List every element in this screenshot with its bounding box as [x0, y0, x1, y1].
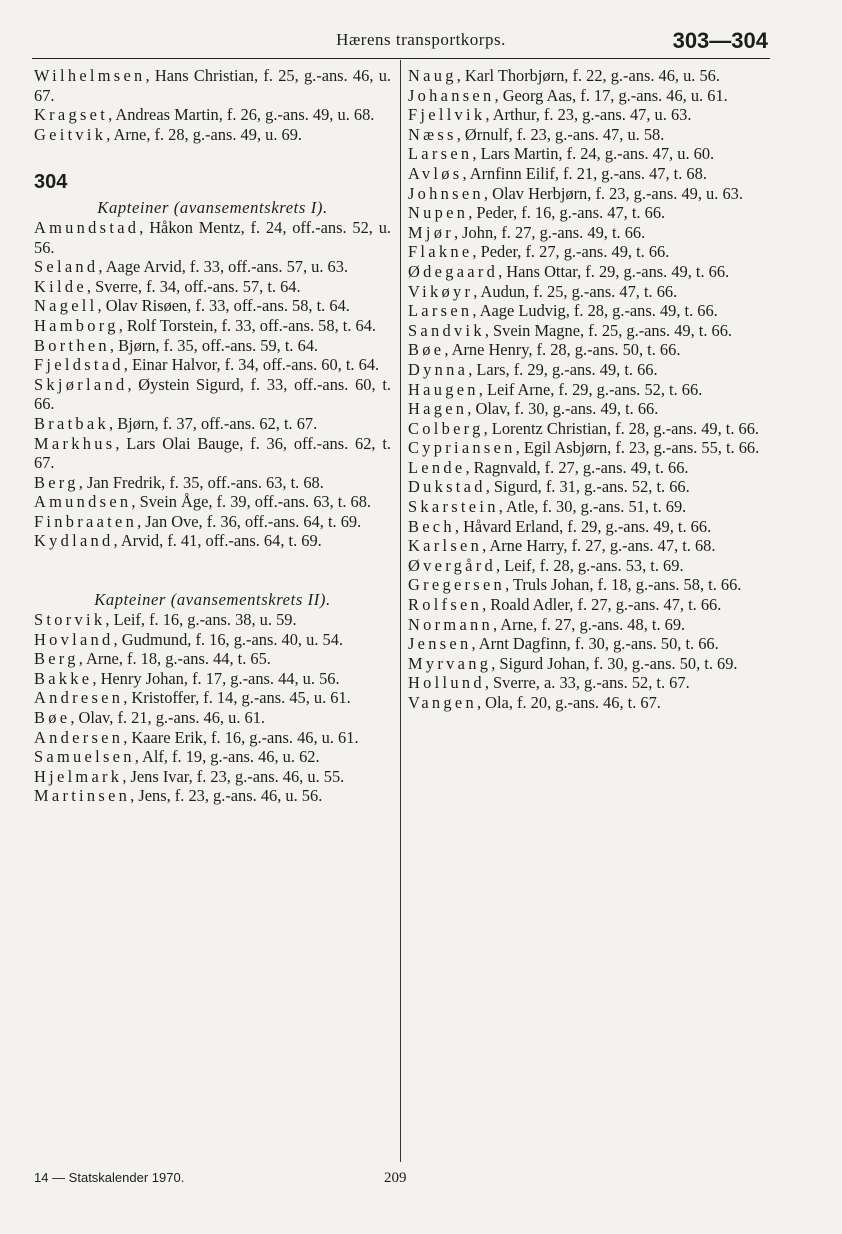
list-item [34, 786, 391, 806]
entry-details: , Svein Magne, f. 25, g.-ans. 49, t. 66. [484, 320, 733, 340]
list-item [34, 492, 391, 512]
entry-surname: Cypriansen [408, 438, 516, 458]
list-item [34, 767, 391, 787]
list-item [34, 610, 391, 630]
list-item [34, 316, 391, 336]
entry-surname: Bratbak [34, 413, 109, 433]
list-item [408, 673, 765, 693]
entry-details: , Olav, f. 21, g.-ans. 46, u. 61. [70, 708, 265, 728]
entry-surname: Gregersen [408, 575, 506, 595]
list-item [408, 595, 765, 615]
list-item [34, 375, 391, 414]
entry-details: , Einar Halvor, f. 34, off.-ans. 60, t. 64. [123, 355, 380, 375]
entry-details: , Øystein Sigurd, f. 33, off.-ans. 60, t. 66. [34, 374, 391, 414]
list-item [408, 282, 765, 302]
entry-surname: Dukstad [408, 477, 486, 497]
entry-details: , Lorentz Christian, f. 28, g.-ans. 49, t. 66. [483, 418, 760, 438]
entry-details: , Arvid, f. 41, off.-ans. 64, t. 69. [113, 531, 322, 551]
entry-details: , Karl Thorbjørn, f. 22, g.-ans. 46, u. 56. [456, 66, 720, 85]
entry-details: , Olav Risøen, f. 33, off.-ans. 58, t. 64. [97, 296, 350, 316]
list-item [408, 634, 765, 654]
list-item [408, 262, 765, 282]
entry-details: , Bjørn, f. 37, off.-ans. 62, t. 67. [109, 413, 318, 433]
list-item [408, 517, 765, 537]
list-item [408, 340, 765, 360]
list-item [34, 473, 391, 493]
entry-details: , Arne, f. 18, g.-ans. 44, t. 65. [78, 649, 271, 669]
entry-surname: Bøe [408, 340, 445, 360]
entry-details: , Olav, f. 30, g.-ans. 49, t. 66. [467, 399, 659, 419]
spacer [34, 551, 391, 590]
entry-details: , Arne, f. 27, g.-ans. 48, t. 69. [493, 614, 686, 634]
entry-surname: Avløs [408, 163, 463, 183]
column-divider [400, 60, 401, 1162]
entry-surname: Kydland [34, 531, 114, 551]
list-item [408, 438, 765, 458]
entry-surname: Hamborg [34, 315, 119, 335]
header-rule [32, 58, 770, 59]
list-item [34, 66, 391, 105]
entry-surname: Kilde [34, 276, 87, 296]
right-column [408, 66, 765, 713]
left-column [34, 66, 391, 806]
list-item [408, 615, 765, 635]
entry-details: , Ragnvald, f. 27, g.-ans. 49, t. 66. [465, 457, 689, 477]
entry-surname: Storvik [34, 610, 106, 630]
entry-details: , John, f. 27, g.-ans. 49, t. 66. [453, 222, 646, 242]
entry-surname: Hovland [34, 629, 114, 649]
entry-surname: Larsen [408, 301, 473, 321]
entry-details: , Peder, f. 27, g.-ans. 49, t. 66. [472, 242, 670, 262]
entry-surname: Martinsen [34, 786, 131, 806]
running-title: Hærens transportkorps. [336, 30, 506, 49]
entry-details: , Arne Henry, f. 28, g.-ans. 50, t. 66. [444, 340, 681, 360]
entry-details: , Alf, f. 19, g.-ans. 46, u. 62. [134, 747, 320, 767]
entry-surname: Amundstad [34, 217, 140, 237]
page-header [0, 28, 842, 60]
entry-details: , Kristoffer, f. 14, g.-ans. 45, u. 61. [123, 688, 351, 708]
list-item [34, 649, 391, 669]
entry-surname: Hjelmark [34, 766, 123, 786]
list-item [408, 203, 765, 223]
entry-list [408, 66, 765, 713]
list-item [408, 360, 765, 380]
entry-surname: Andresen [34, 688, 124, 708]
entry-surname: Markhus [34, 433, 116, 453]
entry-details: , Håkon Mentz, f. 24, off.-ans. 52, u. 56. [34, 217, 391, 257]
entry-surname: Ødegaard [408, 261, 499, 281]
entry-details: , Aage Ludvig, f. 28, g.-ans. 49, t. 66. [472, 301, 718, 321]
list-item [408, 536, 765, 556]
entry-surname: Skjørland [34, 374, 128, 394]
list-item [34, 630, 391, 650]
entry-surname: Sandvik [408, 320, 485, 340]
list-item [408, 144, 765, 164]
list-item [408, 477, 765, 497]
entry-details: , Gudmund, f. 16, g.-ans. 40, u. 54. [113, 629, 343, 649]
section-heading: Kapteiner (avansementskrets I). [97, 197, 328, 217]
entry-surname: Mjør [408, 222, 454, 242]
entry-details: , Andreas Martin, f. 26, g.-ans. 49, u. 68. [108, 105, 375, 125]
entry-details: , Arthur, f. 23, g.-ans. 47, u. 63. [485, 105, 692, 125]
list-item [34, 434, 391, 473]
entry-surname: Lende [408, 457, 466, 477]
spacer [34, 144, 391, 164]
list-item [408, 556, 765, 576]
footer-source: 14 — Statskalender 1970. [34, 1170, 185, 1185]
list-item [34, 257, 391, 277]
entry-details: , Hans Christian, f. 25, g.-ans. 46, u. 67. [34, 66, 391, 105]
list-item [408, 458, 765, 478]
entry-surname: Amundsen [34, 492, 132, 512]
page-number: 209 [384, 1170, 407, 1186]
list-item [34, 669, 391, 689]
entry-surname: Geitvik [34, 124, 107, 144]
entry-surname: Seland [34, 257, 99, 277]
entry-details: , Leif, f. 28, g.-ans. 53, t. 69. [496, 555, 684, 575]
entry-surname: Flakne [408, 242, 473, 262]
entry-surname: Jensen [408, 634, 472, 654]
entry-details: , Georg Aas, f. 17, g.-ans. 46, u. 61. [494, 85, 728, 105]
entry-details: , Jan Ove, f. 36, off.-ans. 64, t. 69. [137, 511, 362, 531]
entry-surname: Nupen [408, 203, 469, 223]
entry-surname: Haugen [408, 379, 479, 399]
list-item [408, 575, 765, 595]
entry-details: , Sverre, a. 33, g.-ans. 52, t. 67. [484, 673, 690, 693]
entry-details: , Arnfinn Eilif, f. 21, g.-ans. 47, t. 68. [462, 163, 707, 183]
entry-surname: Berg [34, 472, 79, 492]
entry-details: , Audun, f. 25, g.-ans. 47, t. 66. [473, 281, 678, 301]
entry-details: , Aage Arvid, f. 33, off.-ans. 57, u. 63. [98, 257, 349, 277]
entry-details: , Sigurd, f. 31, g.-ans. 52, t. 66. [485, 477, 690, 497]
entry-details: , Lars, f. 29, g.-ans. 49, t. 66. [468, 359, 658, 379]
entry-surname: Larsen [408, 144, 473, 164]
list-item [34, 218, 391, 257]
entry-surname: Rolfsen [408, 595, 483, 615]
list-item [408, 242, 765, 262]
entry-details: , Jens Ivar, f. 23, g.-ans. 46, u. 55. [122, 766, 345, 786]
entry-surname: Vangen [408, 693, 477, 712]
list-item [408, 105, 765, 125]
entry-details: , Peder, f. 16, g.-ans. 47, t. 66. [468, 203, 666, 223]
list-item [408, 66, 765, 86]
entry-surname: Næss [408, 124, 457, 144]
entry-details: , Rolf Torstein, f. 33, off.-ans. 58, t. 64. [118, 315, 377, 335]
list-item [34, 747, 391, 767]
entry-surname: Karlsen [408, 536, 483, 556]
entry-details: , Arne Harry, f. 27, g.-ans. 47, t. 68. [482, 536, 716, 556]
entry-details: , Truls Johan, f. 18, g.-ans. 58, t. 66. [505, 575, 742, 595]
entry-list [34, 610, 391, 806]
entry-details: , Svein Åge, f. 39, off.-ans. 63, t. 68. [131, 492, 372, 512]
list-item [34, 512, 391, 532]
entry-details: , Lars Olai Bauge, f. 36, off.-ans. 62, t. 67. [34, 433, 391, 473]
entry-details: , Bjørn, f. 35, off.-ans. 59, t. 64. [109, 335, 319, 355]
entry-surname: Myrvang [408, 653, 492, 673]
list-item [408, 399, 765, 419]
list-item [408, 184, 765, 204]
entry-details: , Jan Fredrik, f. 35, off.-ans. 63, t. 68. [78, 472, 324, 492]
list-item [408, 693, 765, 713]
section-heading: Kapteiner (avansementskrets II). [94, 590, 331, 610]
list-item [408, 419, 765, 439]
entry-surname: Colberg [408, 418, 484, 438]
list-item [408, 223, 765, 243]
entry-surname: Hagen [408, 399, 468, 419]
entry-details: , Hans Ottar, f. 29, g.-ans. 49, t. 66. [498, 261, 730, 281]
entry-surname: Bakke [34, 668, 93, 688]
entry-surname: Finbraaten [34, 511, 138, 531]
entry-details: , Roald Adler, f. 27, g.-ans. 47, t. 66. [482, 595, 722, 615]
list-item [34, 125, 391, 145]
entry-details: , Egil Asbjørn, f. 23, g.-ans. 55, t. 66. [515, 438, 760, 458]
entry-details: , Ola, f. 20, g.-ans. 46, t. 67. [476, 693, 661, 712]
entry-surname: Andersen [34, 727, 124, 747]
entry-details: , Jens, f. 23, g.-ans. 46, u. 56. [130, 786, 323, 806]
entry-details: , Arnt Dagfinn, f. 30, g.-ans. 50, t. 66. [471, 634, 719, 654]
entry-details: , Kaare Erik, f. 16, g.-ans. 46, u. 61. [123, 727, 359, 747]
list-item [408, 321, 765, 341]
entry-surname: Skarstein [408, 497, 499, 517]
entry-details: , Leif, f. 16, g.-ans. 38, u. 59. [105, 610, 297, 630]
list-item [34, 355, 391, 375]
entry-surname: Dynna [408, 359, 469, 379]
list-item [34, 105, 391, 125]
page-range: 303—304 [672, 28, 768, 53]
entry-list [34, 218, 391, 551]
list-item [408, 125, 765, 145]
list-item [34, 708, 391, 728]
entry-surname: Johansen [408, 85, 495, 105]
list-item [34, 688, 391, 708]
entry-surname: Øvergård [408, 555, 496, 575]
list-item [34, 728, 391, 748]
entry-surname: Fjeldstad [34, 355, 124, 375]
entry-details: , Sigurd Johan, f. 30, g.-ans. 50, t. 69. [491, 653, 738, 673]
page-footer [34, 1170, 772, 1190]
list-item [34, 336, 391, 356]
entry-surname: Bech [408, 516, 455, 536]
list-item [34, 414, 391, 434]
list-item [34, 277, 391, 297]
list-item [408, 380, 765, 400]
entry-surname: Samuelsen [34, 747, 135, 767]
entry-surname: Normann [408, 614, 494, 634]
entry-surname: Hollund [408, 673, 485, 693]
entry-surname: Kragset [34, 105, 109, 125]
entry-details: , Arne, f. 28, g.-ans. 49, u. 69. [106, 124, 303, 144]
entry-surname: Johnsen [408, 183, 484, 203]
entry-surname: Bøe [34, 708, 71, 728]
entry-details: , Lars Martin, f. 24, g.-ans. 47, u. 60. [472, 144, 715, 164]
entry-details: , Håvard Erland, f. 29, g.-ans. 49, t. 66. [454, 516, 712, 536]
entry-surname: Borthen [34, 335, 110, 355]
entry-surname: Nagell [34, 296, 98, 316]
entry-surname: Berg [34, 649, 79, 669]
list-item [408, 86, 765, 106]
list-item [408, 164, 765, 184]
entry-details: , Atle, f. 30, g.-ans. 51, t. 69. [498, 497, 687, 517]
list-item [34, 531, 391, 551]
entry-surname: Wilhelmsen [34, 66, 146, 85]
entry-surname: Fjellvik [408, 105, 486, 125]
entry-details: , Ørnulf, f. 23, g.-ans. 47, u. 58. [456, 124, 665, 144]
list-item [408, 497, 765, 517]
entry-surname: Naug [408, 66, 457, 85]
entry-details: , Sverre, f. 34, off.-ans. 57, t. 64. [86, 276, 301, 296]
list-item [34, 296, 391, 316]
entry-details: , Leif Arne, f. 29, g.-ans. 52, t. 66. [478, 379, 703, 399]
entry-list [34, 66, 391, 144]
section-number: 304 [34, 170, 68, 193]
entry-details: , Henry Johan, f. 17, g.-ans. 44, u. 56. [92, 668, 340, 688]
entry-details: , Olav Herbjørn, f. 23, g.-ans. 49, u. 63. [483, 183, 743, 203]
entry-surname: Vikøyr [408, 281, 474, 301]
list-item [408, 654, 765, 674]
list-item [408, 301, 765, 321]
